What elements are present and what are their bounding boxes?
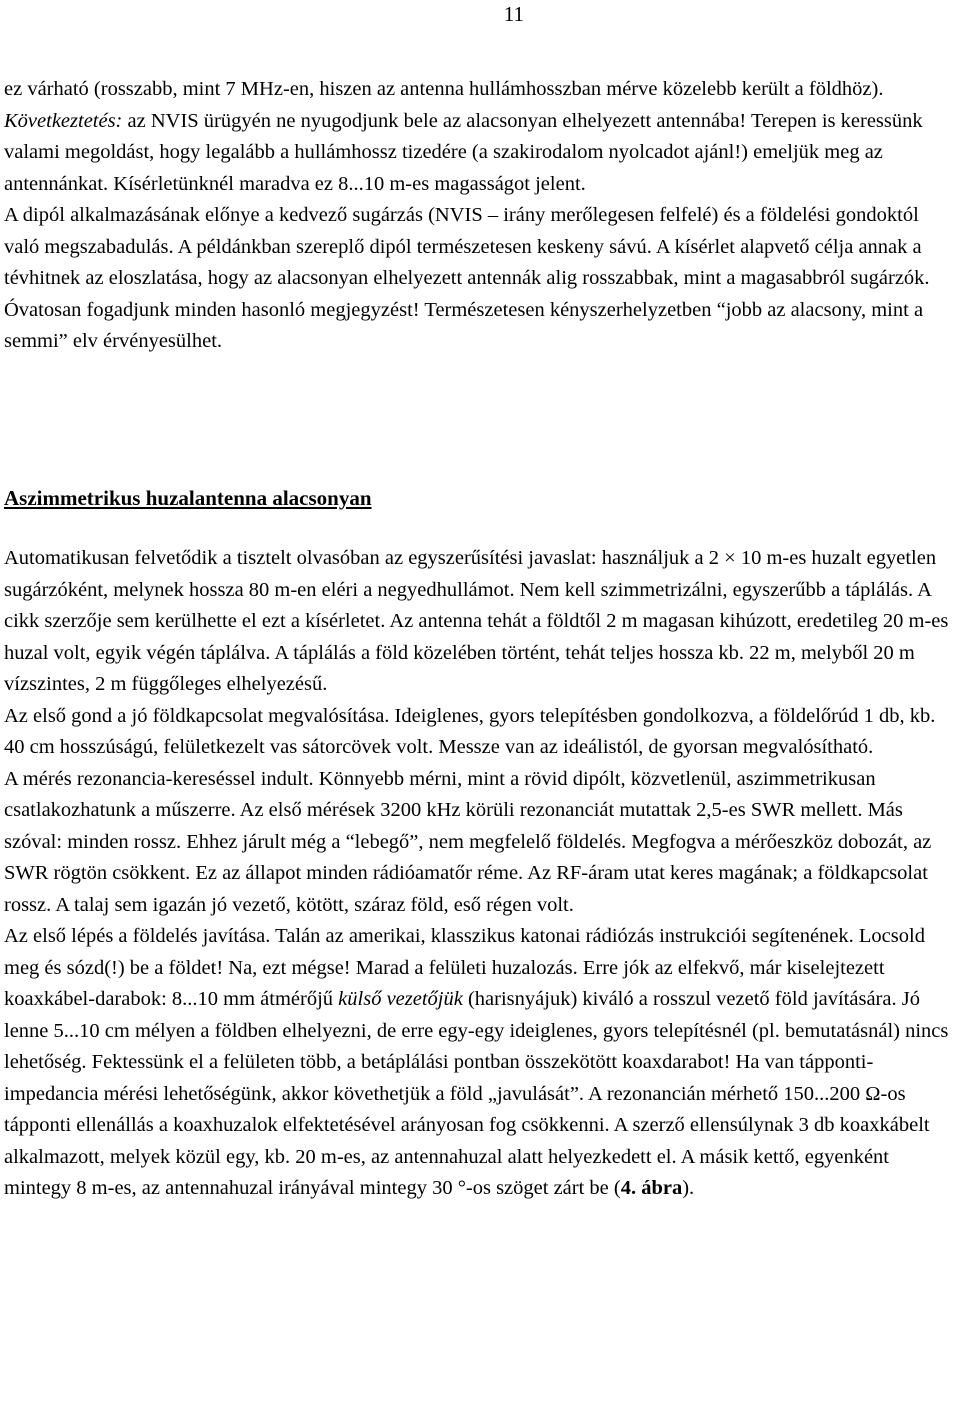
p4-text-a: Az első lépés a földelés javítása. Talán az amerikai, klasszikus katonai rádiózás instrukciói segítenének. Locsold meg és sózd(!) be a földet! Na, ezt mégse! Marad a felületi huzalozás. Erre jók az elfekvő, már kiselejtezett koaxkábel-darabok: 8...10 mm átmérőjű (4, 925, 925, 1010)
section-body (4, 543, 958, 1205)
figure-reference: 4. ábra (620, 1177, 683, 1199)
p4-italic: külső vezetőjük (338, 988, 463, 1010)
section-paragraph-4 (4, 921, 958, 1205)
section-heading: Aszimmetrikus huzalantenna alacsonyan (4, 486, 372, 510)
page-number: 11 (503, 2, 524, 26)
conclusion-text: az NVIS ürügyén ne nyugodjunk bele az alacsonyan elhelyezett antennába! Terepen is keressünk valami megoldást, hogy legalább a hullámhossz tizedére (a szakirodalom nyolcadot ajánl!) emeljük meg az antennánkat. Kísérletünknél maradva ez 8...10 m-es magasságot jelent. (4, 109, 923, 195)
section-paragraph-2: Az első gond a jó földkapcsolat megvalósítása. Ideiglenes, gyors telepítésben gondolkozva, a földelőrúd 1 db, kb. 40 cm hosszúságú, felületkezelt vas sátorcövek volt. Messze van az ideálistól, de gyorsan megvalósítható. (4, 704, 936, 758)
intro-paragraph (4, 74, 958, 358)
section-paragraph-3: A mérés rezonancia-kereséssel indult. Könnyebb mérni, mint a rövid dipólt, közvetlenül, aszimmetrikusan csatlakozhatunk a műszerre. Az első mérések 3200 kHz körüli rezonanciát mutattak 2,5-es SWR mellett. Más szóval: minden rossz. Ehhez járult még a “lebegő”, nem megfelelő földelés. Megfogva a mérőeszköz dobozát, az SWR rögtön csökkent. Ez az állapot minden rádióamatőr réme. Az RF-áram utat keres magának; a földkapcsolat rossz. A talaj sem igazán jó vezető, kötött, száraz föld, eső régen volt. (4, 767, 932, 916)
intro-text: ez várható (rosszabb, mint 7 MHz-en, hiszen az antenna hullámhosszban mérve közelebb került a földhöz). (4, 78, 884, 100)
dipole-text: A dipól alkalmazásának előnye a kedvező sugárzás (NVIS – irány merőlegesen felfelé) és a földelési gondoktól való megszabadulás. A példánkban szereplő dipól természetesen keskeny sávú. A kísérlet alapvető célja annak a tévhitnek az eloszlatása, hogy az alacsonyan elhelyezett antennák alig rosszabbak, mint a magasabbról sugárzók. Óvatosan fogadjunk minden hasonló megjegyzést! Természetesen kényszerhelyzetben “jobb az alacsony, mint a semmi” elv érvényesülhet. (4, 204, 930, 352)
p4-text-b: (harisnyájuk) kiváló a rosszul vezető föld javítására. Jó lenne 5...10 cm mélyen a földben elhelyezni, de erre egy-egy ideiglenes, gyors telepítésnél (pl. bemutatásnál) nincs lehetőség. Fektessünk el a felületen több, a betáplálási pontban összekötött koaxdarabot! Ha van tápponti-impedancia mérési lehetőségünk, akkor követhetjük a föld „javulását”. A rezonancián mérhető 150...200 Ω-os tápponti ellenállás a koaxhuzalok elfektetésével arányosan fog csökkenni. A szerző ellensúlynak 3 db koaxkábelt alkalmazott, melyek közül egy, kb. 20 m-es, az antennahuzal alatt helyezkedett el. A másik kettő, egyenként mintegy 8 m-es, az antennahuzal irányával mintegy 30 °-os szöget zárt be ( (4, 988, 949, 1199)
conclusion-label: Következtetés: (4, 109, 123, 132)
section-paragraph-1: Automatikusan felvetődik a tisztelt olvasóban az egyszerűsítési javaslat: használjuk a 2 × 10 m-es huzalt egyetlen sugárzóként, melynek hossza 80 m-en eléri a negyedhullámot. Nem kell szimmetrizálni, egyszerűbb a táplálás. A cikk szerzője sem kerülhette el ezt a kísérletet. Az antenna tehát a földtől 2 m magasan kihúzott, eredetileg 20 m-es huzal volt, egyik végén táplálva. A táplálás a föld közelében történt, tehát teljes hossza kb. 22 m, melyből 20 m vízszintes, 2 m függőleges elhelyezésű. (4, 547, 949, 695)
intro-block (4, 74, 958, 358)
p4-text-end: ). (682, 1177, 695, 1199)
